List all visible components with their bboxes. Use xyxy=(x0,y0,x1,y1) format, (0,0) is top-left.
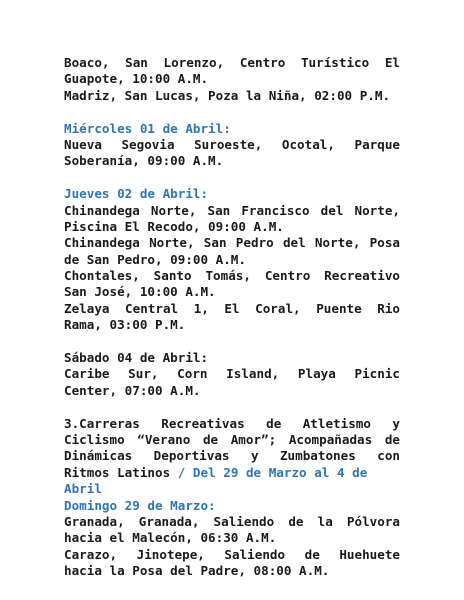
date-heading: Sábado 04 de Abril: xyxy=(64,350,209,366)
text-line: Madriz, San Lucas, Poza la Niña, 02:00 P.M. xyxy=(64,87,391,103)
text-line: Soberanía, 09:00 A.M. xyxy=(64,153,224,169)
text-line: Guapote, 10:00 A.M. xyxy=(64,71,209,87)
date-heading: Miércoles 01 de Abril: xyxy=(64,120,231,136)
text-line: Zelaya Central 1, El Coral, Puente Rio xyxy=(64,300,400,316)
text-line: San José, 10:00 A.M. xyxy=(64,284,216,300)
text-line: Boaco, San Lorenzo, Centro Turístico El xyxy=(64,55,400,70)
text-line: Nueva Segovia Suroeste, Ocotal, Parque xyxy=(64,136,400,152)
text-line xyxy=(64,465,400,481)
text-line: Dinámicas Deportivas y Zumbatones con xyxy=(64,448,400,464)
date-range-cont: Abril xyxy=(64,481,102,497)
date-heading: Domingo 29 de Marzo: xyxy=(64,497,216,513)
text-line: Piscina El Recodo, 09:00 A.M. xyxy=(64,218,284,234)
text-line: hacia el Malecón, 06:30 A.M. xyxy=(64,530,277,546)
text-line: Caribe Sur, Corn Island, Playa Picnic xyxy=(64,366,400,382)
text-segment: Ritmos Latinos xyxy=(64,464,171,480)
text-line: de San Pedro, 09:00 A.M. xyxy=(64,251,246,267)
text-line: Chinandega Norte, San Pedro del Norte, Posa xyxy=(64,235,400,251)
text-line: Granada, Granada, Saliendo de la Pólvora xyxy=(64,513,400,529)
text-line: hacia la Posa del Padre, 08:00 A.M. xyxy=(64,563,330,579)
date-range: / Del 29 de Marzo al 4 de xyxy=(170,464,368,480)
text-line: Carazo, Jinotepe, Saliendo de Huehuete xyxy=(64,546,400,562)
text-line: Chontales, Santo Tomás, Centro Recreativo xyxy=(64,268,400,284)
text-line: Chinandega Norte, San Francisco del Norte, xyxy=(64,202,400,218)
text-line: 3.Carreras Recreativas de Atletismo y xyxy=(64,415,400,431)
text-line: Ciclismo “Verano de Amor”; Acompañadas de xyxy=(64,431,400,447)
document-page xyxy=(64,55,400,580)
date-heading: Jueves 02 de Abril: xyxy=(64,186,209,202)
text-line: Center, 07:00 A.M. xyxy=(64,382,201,398)
text-line: Rama, 03:00 P.M. xyxy=(64,317,186,333)
